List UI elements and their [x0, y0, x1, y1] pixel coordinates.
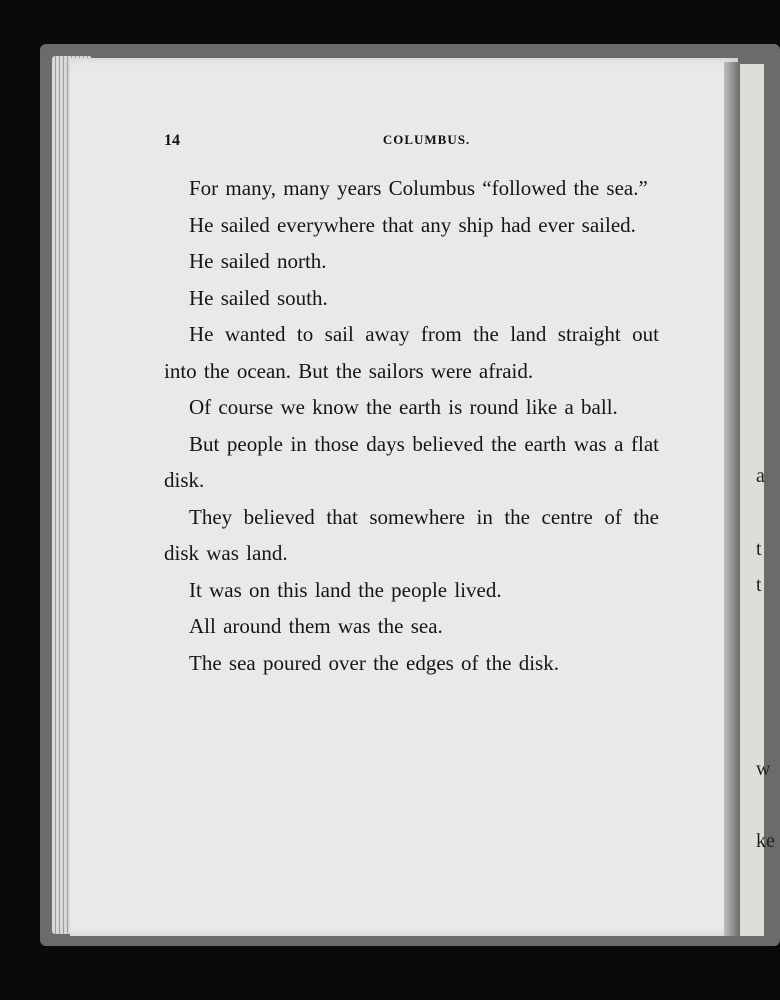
paragraph: But people in those days believed the earth was a flat disk. [164, 431, 659, 492]
running-head [164, 132, 659, 154]
next-page-fragment: t [756, 538, 762, 560]
page-number: 14 [164, 132, 180, 149]
next-page-fragment: ke [756, 830, 775, 852]
paragraph: He wanted to sail away from the land straight out into the ocean. But the sailors were afraid. [164, 322, 659, 383]
paragraph: Of course we know the earth is round like a ball. [189, 395, 618, 419]
paragraph: He sailed south. [189, 285, 328, 310]
next-page-fragment: t [756, 574, 762, 596]
next-page-fragment: w [756, 758, 771, 780]
book-gutter [724, 62, 740, 936]
paragraph: He sailed north. [189, 249, 327, 273]
next-page-sliver [740, 64, 764, 936]
paragraph: For many, many years Columbus “followed the sea.” [189, 176, 648, 200]
paragraph: All around them was the sea. [189, 614, 443, 638]
next-page-fragment: a [756, 465, 765, 487]
paragraph: It was on this land the people lived. [189, 577, 502, 602]
body-text [164, 170, 659, 681]
paragraph: The sea poured over the edges of the disk. [189, 650, 559, 675]
paragraph: They believed that somewhere in the centre of the disk was land. [164, 504, 659, 565]
paragraph: He sailed everywhere that any ship had ever sailed. [189, 212, 636, 237]
running-head-title: COLUMBUS. [382, 132, 471, 147]
